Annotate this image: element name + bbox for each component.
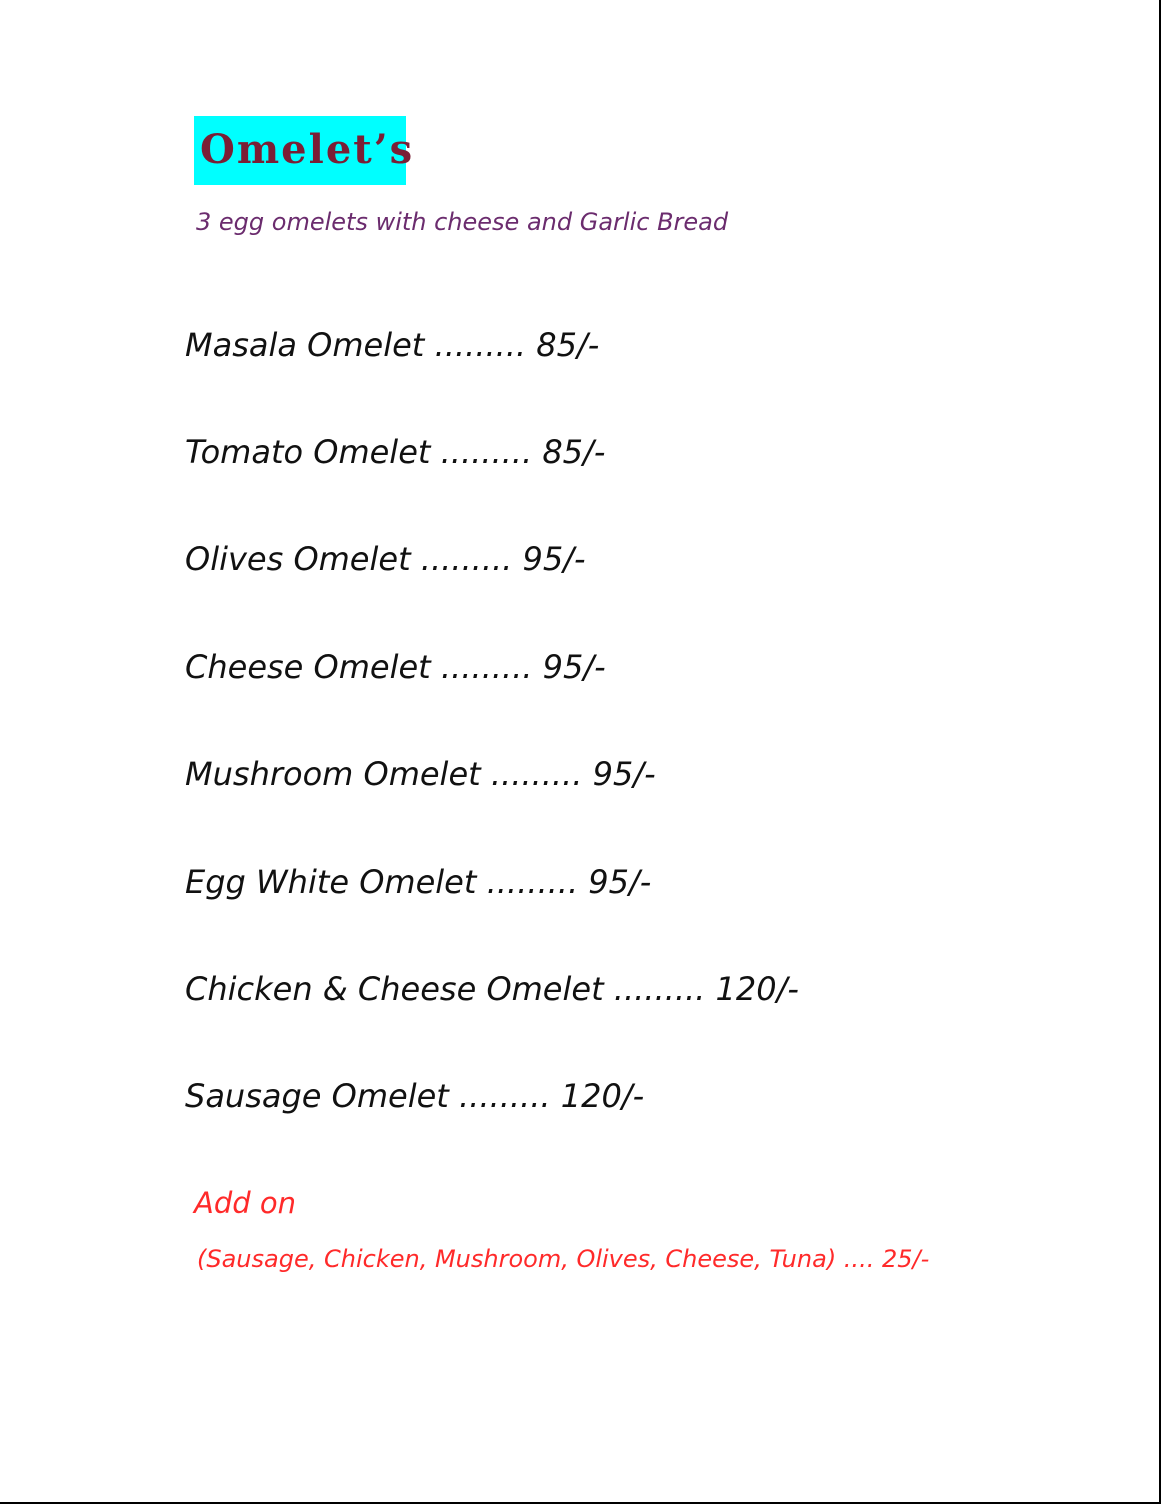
menu-title: Omelet’s — [200, 126, 415, 173]
menu-item-tomato: Tomato Omelet ......... 85/- — [185, 433, 606, 471]
menu-item-mushroom: Mushroom Omelet ......... 95/- — [185, 755, 656, 793]
menu-item-olives: Olives Omelet ......... 95/- — [185, 540, 586, 578]
menu-subtitle: 3 egg omelets with cheese and Garlic Bread — [196, 208, 729, 236]
menu-item-egg-white: Egg White Omelet ......... 95/- — [185, 863, 652, 901]
menu-item-masala: Masala Omelet ......... 85/- — [185, 326, 600, 364]
addon-options: (Sausage, Chicken, Mushroom, Olives, Cheese, Tuna) .... 25/- — [197, 1245, 930, 1273]
menu-item-chicken-cheese: Chicken & Cheese Omelet ......... 120/- — [185, 970, 799, 1008]
menu-item-cheese: Cheese Omelet ......... 95/- — [185, 648, 606, 686]
addon-title: Add on — [194, 1186, 296, 1220]
menu-item-sausage: Sausage Omelet ......... 120/- — [185, 1077, 645, 1115]
